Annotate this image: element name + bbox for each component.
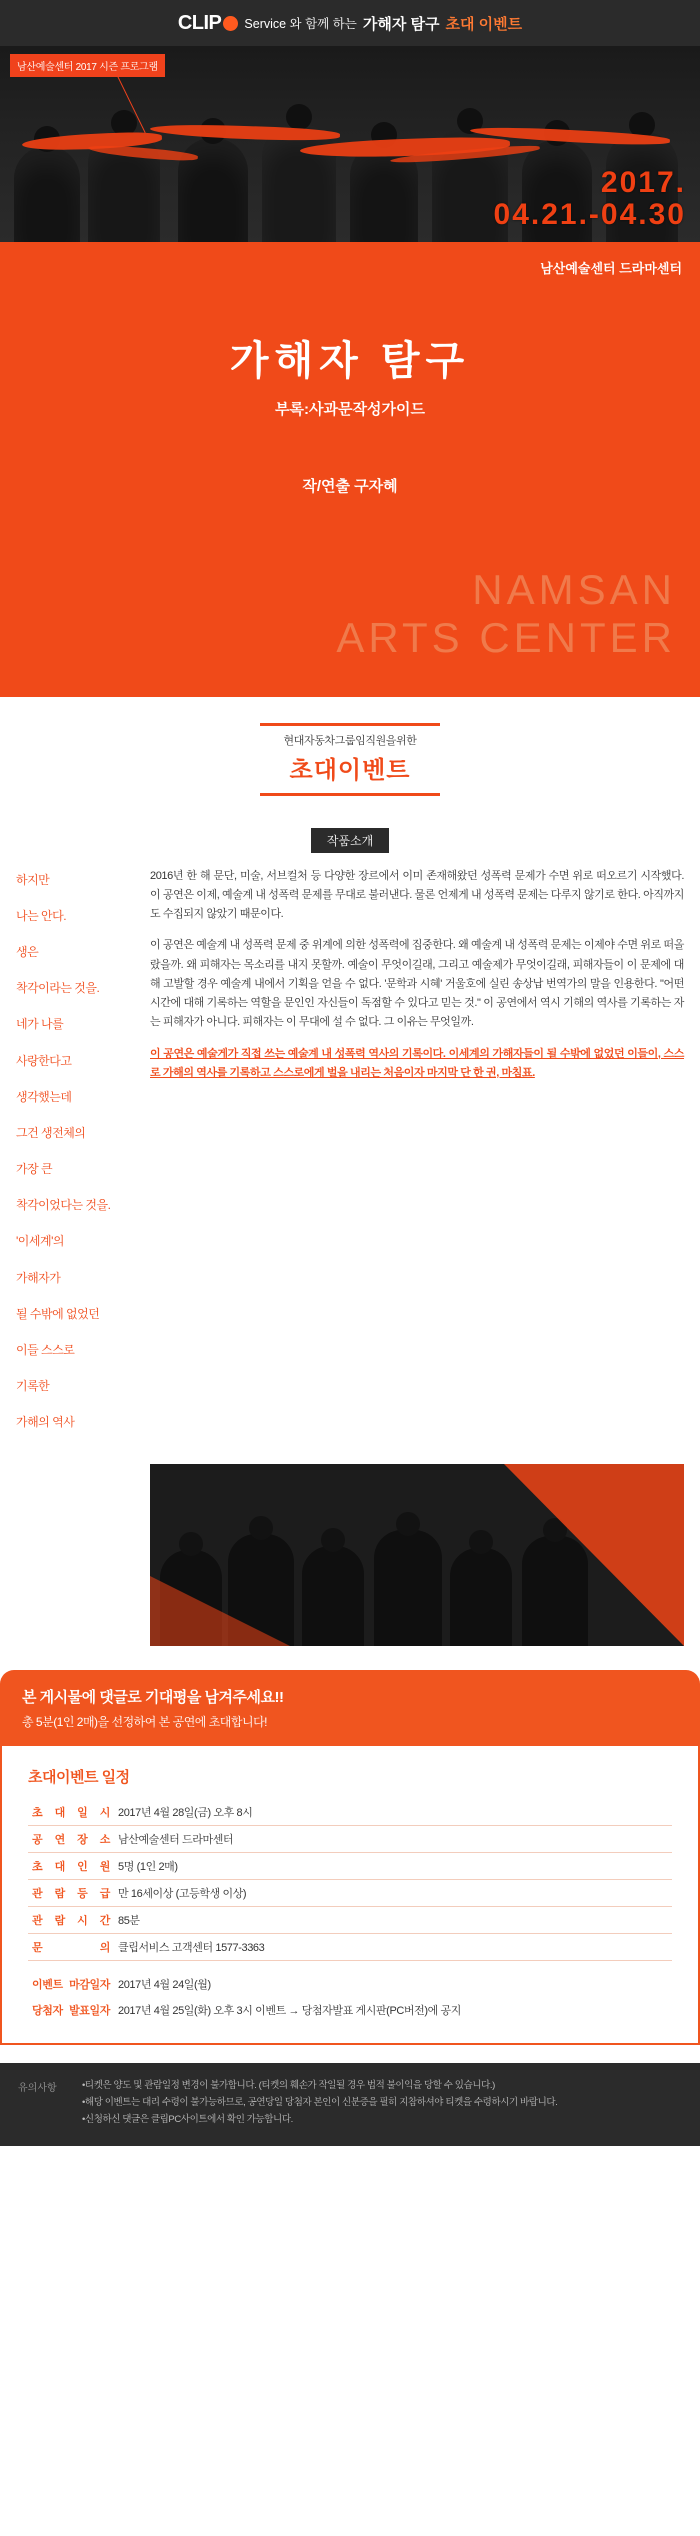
table-spacer	[28, 1960, 672, 1971]
hero-figure	[262, 124, 336, 242]
note-value: 2017년 4월 24일(월)	[118, 1978, 211, 1991]
photo-figure	[450, 1548, 512, 1646]
poster-block	[0, 242, 700, 697]
footer-notes	[82, 2077, 557, 2128]
quote-line: 착각이라는 것을.	[16, 981, 100, 996]
table-row	[28, 1933, 672, 1960]
work-intro-heading	[0, 828, 700, 853]
quote-line: 네가 나를	[16, 1017, 64, 1032]
quote-line: 이들 스스로	[16, 1343, 75, 1358]
quote-line: 나는 안다.	[16, 908, 67, 923]
work-intro-body	[150, 867, 684, 1448]
schedule-value: 클립서비스 고객센터 1577-3363	[114, 1933, 672, 1960]
clip-logo	[178, 12, 239, 35]
quote-line: 그건 생전체의	[16, 1125, 86, 1140]
page-footer	[0, 2063, 700, 2146]
photo-overlay-triangle	[504, 1464, 684, 1646]
quote-line: 하지만	[16, 872, 50, 887]
footer-note: •해당 이벤트는 대리 수령이 불가능하므로, 공연당일 당첨자 본인이 신분증을 필히 지참하셔야 티켓을 수령하시기 바랍니다.	[82, 2096, 558, 2108]
schedule-key: 관 람 등 급	[28, 1879, 114, 1906]
footer-note: •티켓은 양도 및 관람일정 변경이 불가합니다. (티켓의 훼손가 작일될 경우 법적 불이익을 당할 수 있습니다.)	[82, 2079, 495, 2091]
page-header	[0, 0, 700, 46]
header-title-main: 가해자 탐구	[362, 15, 440, 33]
quote-line: 생각했는데	[16, 1089, 72, 1104]
poster-title: 가해자 탐구	[229, 339, 471, 383]
schedule-key: 초 대 인 원	[28, 1852, 114, 1879]
schedule-key: 초 대 일 시	[28, 1799, 114, 1826]
invite-heading-box	[260, 723, 441, 796]
body-paragraph-emphasis: 이 공연은 예술게가 직접 쓰는 예술계 내 성폭력 역사의 기록이다. 이세계의 가해자들이 될 수밖에 없었던 이들이, 스스로 가해의 역사를 기록하고 스스로에게 벌을 내리는 처음이자 마지막 단 한 권, 마침표.	[150, 1047, 684, 1079]
comment-cta-banner	[0, 1670, 700, 1746]
table-row	[28, 1906, 672, 1933]
note-key: 당첨자 발표일자	[32, 2004, 110, 2017]
schedule-value: 만 16세이상 (고등학생 이상)	[114, 1879, 672, 1906]
quote-line: 사랑한다고	[16, 1053, 72, 1068]
poster-wordmark	[18, 566, 682, 663]
table-row-note	[28, 1971, 672, 1997]
comment-cta-line1: 본 게시물에 댓글로 기대평을 남겨주세요!!	[22, 1688, 284, 1706]
poster-venue: 남산예술센터 드라마센터	[540, 261, 682, 276]
wordmark-line-1: NAMSAN	[472, 566, 676, 613]
photo-overlay-triangle-secondary	[150, 1576, 290, 1646]
hero-banner	[0, 46, 700, 242]
schedule-value: 남산예술센터 드라마센터	[114, 1825, 672, 1852]
schedule-title: 초대이벤트 일정	[28, 1768, 130, 1786]
note-value: 2017년 4월 25일(화) 오후 3시 이벤트 → 당첨자발표 게시판(PC버전)에 공지	[118, 2004, 461, 2017]
work-intro-content	[0, 867, 700, 1458]
schedule-key: 관 람 시 간	[28, 1906, 114, 1933]
table-row	[28, 1825, 672, 1852]
poster-subtitle: 부록:사과문작성가이드	[275, 401, 425, 418]
clip-logo-text: CLIP	[177, 11, 222, 34]
body-paragraph: 이 공연은 예술계 내 성폭력 문제 중 위계에 의한 성폭력에 집중한다. 왜 예술계 내 성폭력 문제는 이제야 수면 위로 떠올랐을까. 왜 피해자는 목소리를 내지 못할까. 예술이 무엇이길래, 그리고 예술제가 무엇이길래, 피해자들이 이 문제에 대해 고발할 경우 예술계 내에서 기획을 얻을 수 없다. '문학과 시혜' 거울호에 실린 송상납 번역가의 말을 인용한다. "어떤 시간에 대해 기록하는 역할을 문인인 자신들이 독점할 수 있다고 믿는 것." 이 공연에서 역시 기해의 역사를 기록하는 자는 피해자가 아니다. 피해자는 이 무대에 설 수 없다. 그 이유는 무엇일까.	[150, 939, 684, 1029]
production-photo	[150, 1464, 684, 1646]
header-title-accent: 초대 이벤트	[445, 15, 523, 33]
quote-line: '이세계'의	[16, 1234, 64, 1249]
schedule-value: 5명 (1인 2매)	[114, 1852, 672, 1879]
hero-dates	[494, 167, 686, 230]
quote-line: 가장 큰	[16, 1162, 53, 1177]
invite-heading-big: 초대이벤트	[289, 756, 411, 784]
body-paragraph: 2016년 한 해 문단, 미술, 서브컬처 등 다양한 장르에서 이미 존재해왔던 성폭력 문제가 수면 위로 떠오르기 시작했다. 이 공연은 이제, 예술계 내 성폭력 문제를 무대로 불러낸다. 물론 언제게 내 성폭력 문제는 다루지 않기로 한다. 아직까지도 수집되지 않았기 때문이다.	[150, 869, 684, 921]
quote-line: 착각이었다는 것을.	[16, 1198, 111, 1213]
photo-figure	[374, 1530, 442, 1646]
note-key: 이벤트 마감일자	[32, 1978, 110, 1991]
season-badge: 남산예술센터 2017 시즌 프로그램	[10, 54, 165, 77]
quote-line: 될 수밖에 없었던	[16, 1306, 100, 1321]
work-intro-label: 작품소개	[311, 828, 389, 853]
poster-credit: 작/연출 구자혜	[302, 478, 398, 495]
footer-label: 유의사항	[18, 2082, 57, 2094]
hero-date-range: 04.21.-04.30	[493, 197, 686, 231]
quote-line: 생은	[16, 944, 39, 959]
header-service-text: Service 와 함께 하는	[244, 17, 357, 31]
quote-line: 기록한	[16, 1379, 50, 1394]
schedule-key: 문 의	[28, 1933, 114, 1960]
clip-logo-dot-icon	[223, 16, 238, 31]
pull-quote	[16, 867, 136, 1448]
invite-heading-small: 현대자동차그룹임직원을위한	[283, 734, 417, 747]
table-row	[28, 1879, 672, 1906]
schedule-value: 85분	[114, 1906, 672, 1933]
quote-line: 가해의 역사	[16, 1415, 75, 1430]
hero-date-year: 2017.	[600, 166, 686, 199]
table-row	[28, 1799, 672, 1826]
table-row	[28, 1852, 672, 1879]
comment-cta-line2: 총 5분(1인 2매)을 선정하여 본 공연에 초대합니다!	[22, 1714, 268, 1729]
footer-note: •신청하신 댓글은 클립PC사이트에서 확인 가능합니다.	[82, 2113, 293, 2125]
schedule-value: 2017년 4월 28일(금) 오후 8시	[114, 1799, 672, 1826]
schedule-section	[0, 1746, 700, 2045]
schedule-table	[28, 1799, 672, 2023]
quote-line: 가해자가	[16, 1270, 61, 1285]
hero-figure	[14, 146, 80, 242]
table-row-note	[28, 1997, 672, 2023]
invite-heading-section	[0, 697, 700, 806]
photo-figure	[302, 1546, 364, 1646]
schedule-key: 공 연 장 소	[28, 1825, 114, 1852]
wordmark-line-2: ARTS CENTER	[336, 614, 676, 662]
